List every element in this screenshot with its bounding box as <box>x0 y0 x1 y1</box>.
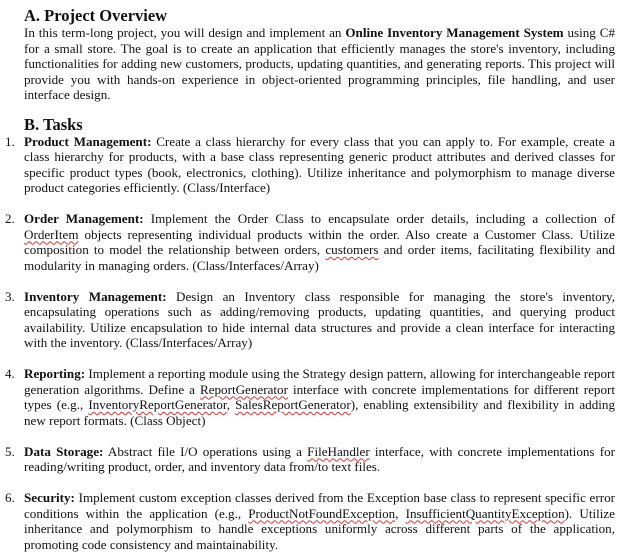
task-text: Implement the Order Class to encapsulate order details, including a collection of <box>143 211 615 226</box>
list-number: 1. <box>5 133 15 149</box>
spellcheck-word: ProductNotFoundException <box>248 505 396 521</box>
task-text: interface with concrete implementations for different report types (e.g., <box>24 381 615 412</box>
section-heading-overview: A. Project Overview <box>24 6 168 25</box>
task-label: Order Management: <box>24 211 144 226</box>
list-number: 4. <box>5 366 15 381</box>
spellcheck-word: OrderItem <box>24 226 79 242</box>
task-item-product-management <box>5 133 615 196</box>
task-text: Implement custom exception classes derived from the Exception base class to represent specific error conditions within the application (e.g., <box>24 490 615 521</box>
task-text: objects representing individual products within the order. Also create a Customer Class. Utilize composition to model the relationship between orders, <box>24 226 615 257</box>
task-text: Design an Inventory class responsible for managing the store's inventory, encapsulating operations such as adding/removing products, updating quantities, and querying product availability. Utilize encapsulation to hide internal data structures and provide a clean interface for interacting with the inventory. (Class/Interfaces/Array) <box>24 288 616 350</box>
overview-paragraph <box>24 25 615 103</box>
list-number: 3. <box>5 288 15 304</box>
list-number: 6. <box>5 490 15 505</box>
task-label: Product Management: <box>24 133 152 149</box>
list-number: 5. <box>5 443 15 459</box>
task-label: Data Storage: <box>24 443 104 459</box>
task-item-reporting <box>5 366 615 428</box>
overview-text: using C# for a small store. The goal is to create an application that efficiently manages the store's inventory, including functionalities for adding new customers, products, updating quantities, and generating reports. This project will provide you with hands-on experience in object-oriented programming principles, file handling, and user interface design. <box>24 25 616 102</box>
overview-text: In this term-long project, you will design and implement an <box>24 25 346 40</box>
task-item-inventory-management <box>5 288 616 351</box>
task-label: Reporting: <box>24 366 86 381</box>
list-number: 2. <box>5 211 15 226</box>
task-item-order-management <box>5 211 616 273</box>
task-label: Security: <box>24 490 75 505</box>
spellcheck-word: FileHandler <box>307 443 370 459</box>
task-text: , <box>395 505 406 521</box>
task-label: Inventory Management: <box>24 288 167 304</box>
task-item-security <box>5 490 615 552</box>
spellcheck-word: InsufficientQuantityException <box>405 505 565 521</box>
section-heading-tasks: B. Tasks <box>24 114 83 134</box>
spellcheck-word: InventoryReportGenerator <box>88 397 227 412</box>
task-text: ), enabling extensibility and flexibility in adding new report formats. (Class Object) <box>24 397 615 428</box>
overview-bold-text: Online Inventory Management System <box>345 25 564 40</box>
spellcheck-word: customers <box>325 242 379 257</box>
spellcheck-word: ReportGenerator <box>199 381 288 397</box>
task-text: Implement a reporting module using the Strategy design pattern, allowing for interchangeable report generation algorithms. Define a <box>24 366 615 397</box>
task-text: and order items, facilitating flexibility and modularity in managing orders. (Class/Interfaces/Array) <box>24 242 616 273</box>
task-text: Create a class hierarchy for every class that you can apply to. For example, create a class hierarchy for products, with a base class representing generic product attributes and derived classes for specific product types (book, electronics, clothing). Utilize inheritance and polymorphism to manage diverse product categories efficiently. (Class/Interface) <box>24 133 615 195</box>
task-text: ). Utilize inheritance and polymorphism to handle exceptions uniformly across different parts of the application, promoting code consistency and maintainability. <box>24 505 615 552</box>
task-text: Abstract file I/O operations using a <box>103 443 308 459</box>
task-list <box>5 133 616 553</box>
task-text: interface, with concrete implementations for reading/writing product, order, and inventory data from/to text files. <box>24 443 615 474</box>
task-item-data-storage <box>5 443 615 475</box>
task-text: , <box>226 397 236 412</box>
spellcheck-word: SalesReportGenerator <box>235 397 351 412</box>
